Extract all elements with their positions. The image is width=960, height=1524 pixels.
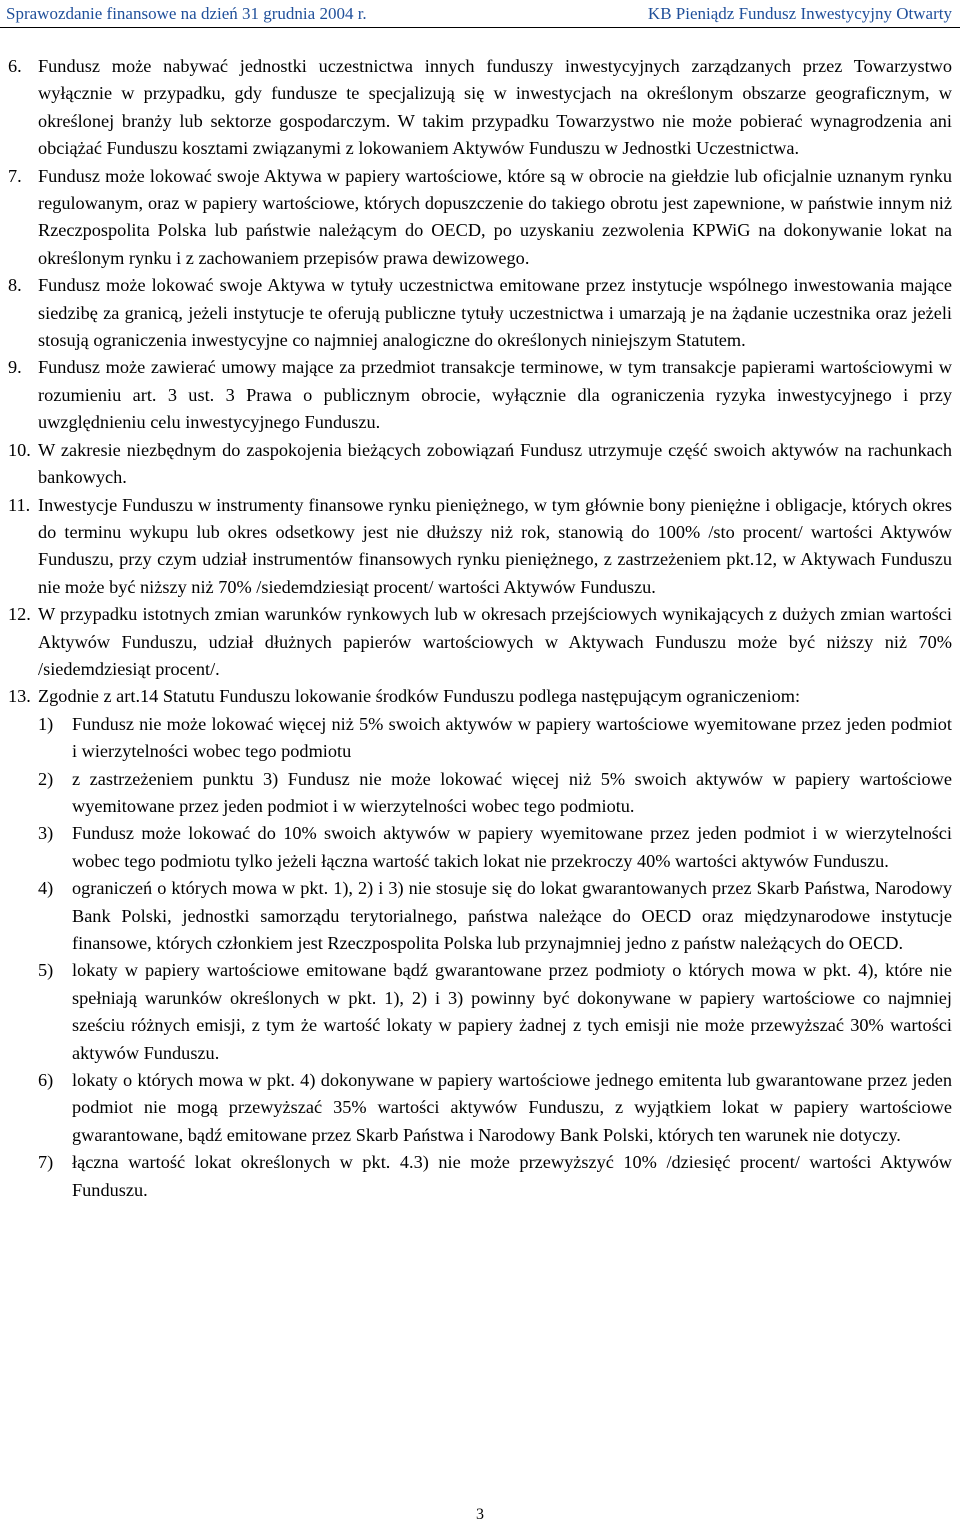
header-fund-name: KB Pieniądz Fundusz Inwestycyjny Otwarty [647,4,952,23]
list-item-6 [8,53,952,163]
sub-item-number: 3) [38,823,54,844]
sub-item-1 [8,711,952,766]
sub-item-number: 6) [38,1070,54,1091]
sub-item-text: Fundusz nie może lokować więcej niż 5% swoich aktywów w papiery wartościowe wyemitowane przez jeden podmiot i wierzytelności wobec tego podmiotu [72,713,952,762]
item-text: Fundusz może lokować swoje Aktywa w tytuły uczestnictwa emitowane przez instytucje wspólnego inwestowania mające siedzibę za granicą, jeżeli instytucje te oferują publiczne tytuły uczestnictwa i umarzają je na żądanie uczestnika oraz jeżeli stosują ograniczenia inwestycyjne co najmniej analogiczne do określonych niniejszym Statutem. [38,275,952,351]
list-item-13 [8,683,952,710]
item-text: Inwestycje Funduszu w instrumenty finansowe rynku pieniężnego, w tym głównie bony pieniężne i obligacje, których okres do terminu wykupu lub okres odsetkowy jest nie dłuższy niż rok, stanowią do 100% /sto procent/ wartości Aktywów Funduszu, przy czym udział instrumentów finansowych rynku pieniężnego, z zastrzeżeniem pkt.12, w Aktywach Funduszu nie może być niższy niż 70% /siedemdziesiąt procent/ wartości Aktywów Funduszu. [38,494,952,597]
item-number: 8. [8,275,22,296]
page-number: 3 [476,1506,484,1523]
item-text: Fundusz może nabywać jednostki uczestnictwa innych funduszy inwestycyjnych zarządzanych przez Towarzystwo wyłącznie w przypadku, gdy fundusze te specjalizują się w inwestycjach na określonym obszarze geograficznym, w określonej branży lub sektorze gospodarczym. W takim przypadku Towarzystwo nie może pobierać wynagrodzenia ani obciążać Funduszu kosztami związanymi z lokowaniem Aktywów Funduszu w Jednostki Uczestnictwa. [38,56,952,159]
sub-item-4 [8,875,952,957]
item-text: Fundusz może lokować swoje Aktywa w papiery wartościowe, które są w obrocie na giełdzie lub oficjalnie uznanym rynku regulowanym, oraz w papiery wartościowe, których dopuszczenie do takiego obrotu jest zapewnione, w państwie innym niż Rzeczpospolita Polska lub państwie należącym do OECD, po uzyskaniu zezwolenia KPWiG na dokonywanie lokat na określonym rynku i z zachowaniem przepisów prawa dewizowego. [38,165,952,268]
list-item-9 [8,354,952,436]
sub-item-text: z zastrzeżeniem punktu 3) Fundusz nie może lokować więcej niż 5% swoich aktywów w papiery wartościowe wyemitowane przez jeden podmiot i w wierzytelności wobec tego podmiotu. [72,768,952,816]
sub-item-text: lokaty o których mowa w pkt. 4) dokonywane w papiery wartościowe jednego emitenta lub gwarantowane przez jeden podmiot nie mogą przewyższać 35% wartości aktywów Funduszu, z wyjątkiem lokat w papiery wartościowe gwarantowane, bądź emitowane przez Skarb Państwa i Narodowy Bank Polski, których ten warunek nie dotyczy. [72,1070,952,1145]
item-text: Fundusz może zawierać umowy mające za przedmiot transakcje terminowe, w tym transakcje papierami wartościowymi w rozumieniu art. 3 ust. 3 Prawa o publicznym obrocie, wyłącznie dla ograniczenia ryzyka inwestycyjnego i przy uwzględnieniu celu inwestycyjnego Funduszu. [38,357,952,433]
page-header [0,0,960,28]
sub-item-3 [8,820,952,875]
list-item-7 [8,163,952,273]
item-number: 10. [8,439,31,460]
header-divider [0,27,960,28]
item-number: 12. [8,604,31,625]
item-number: 13. [8,686,31,707]
item-number: 11. [8,494,31,515]
item-text: W zakresie niezbędnym do zaspokojenia bieżących zobowiązań Fundusz utrzymuje część swoich aktywów na rachunkach bankowych. [38,439,952,488]
sub-item-number: 7) [38,1152,54,1173]
sub-item-number: 1) [38,713,54,734]
sub-item-text: ograniczeń o których mowa w pkt. 1), 2) i 3) nie stosuje się do lokat gwarantowanych przez Skarb Państwa, Narodowy Bank Polski, jednostki samorządu terytorialnego, państwa należące do OECD oraz międzynarodowe instytucje finansowe, których członkiem jest Rzeczpospolita Polska lub przynajmniej jedno z państw należących do OECD. [72,878,952,953]
item-number: 6. [8,56,22,76]
sub-item-7 [8,1149,952,1204]
list-item-11 [8,492,952,602]
document-body [8,53,952,1204]
item-text: Zgodnie z art.14 Statutu Funduszu lokowanie środków Funduszu podlega następującym ograniczeniom: [38,686,801,707]
item-number: 9. [8,357,22,378]
sub-item-number: 5) [38,960,54,981]
sub-item-6 [8,1067,952,1149]
sub-item-text: lokaty w papiery wartościowe emitowane bądź gwarantowane przez podmioty o których mowa w pkt. 4), które nie spełniają warunków określonych w pkt. 1), 2) i 3) powinny być dokonywane w papiery wartościowe co najmniej sześciu różnych emisji, z tym że wartość lokaty w papiery żadnej z tych emisji nie może przewyższać 30% wartości aktywów Funduszu. [72,960,952,1063]
header-report-title: Sprawozdanie finansowe na dzień 31 grudnia 2004 r. [6,4,367,23]
sub-item-2 [8,766,952,821]
list-item-8 [8,272,952,354]
sub-item-text: Fundusz może lokować do 10% swoich aktywów w papiery wyemitowane przez jeden podmiot i w wierzytelności wobec tego podmiotu tylko jeżeli łączna wartość takich lokat nie przekroczy 40% wartości aktywów Funduszu. [72,823,952,871]
sub-item-number: 2) [38,768,54,789]
item-number: 7. [8,165,22,186]
item-text: W przypadku istotnych zmian warunków rynkowych lub w okresach przejściowych wynikających z dużych zmian wartości Aktywów Funduszu, udział dłużnych papierów wartościowych w Aktywach Funduszu może być niższy niż 70% /siedemdziesiąt procent/. [38,604,952,679]
sub-item-number: 4) [38,878,54,899]
sub-item-text: łączna wartość lokat określonych w pkt. 4.3) nie może przewyższyć 10% /dziesięć procent/ wartości Aktywów Funduszu. [72,1152,952,1200]
sub-item-5 [8,957,952,1067]
list-item-10 [8,437,952,492]
list-item-12 [8,601,952,683]
